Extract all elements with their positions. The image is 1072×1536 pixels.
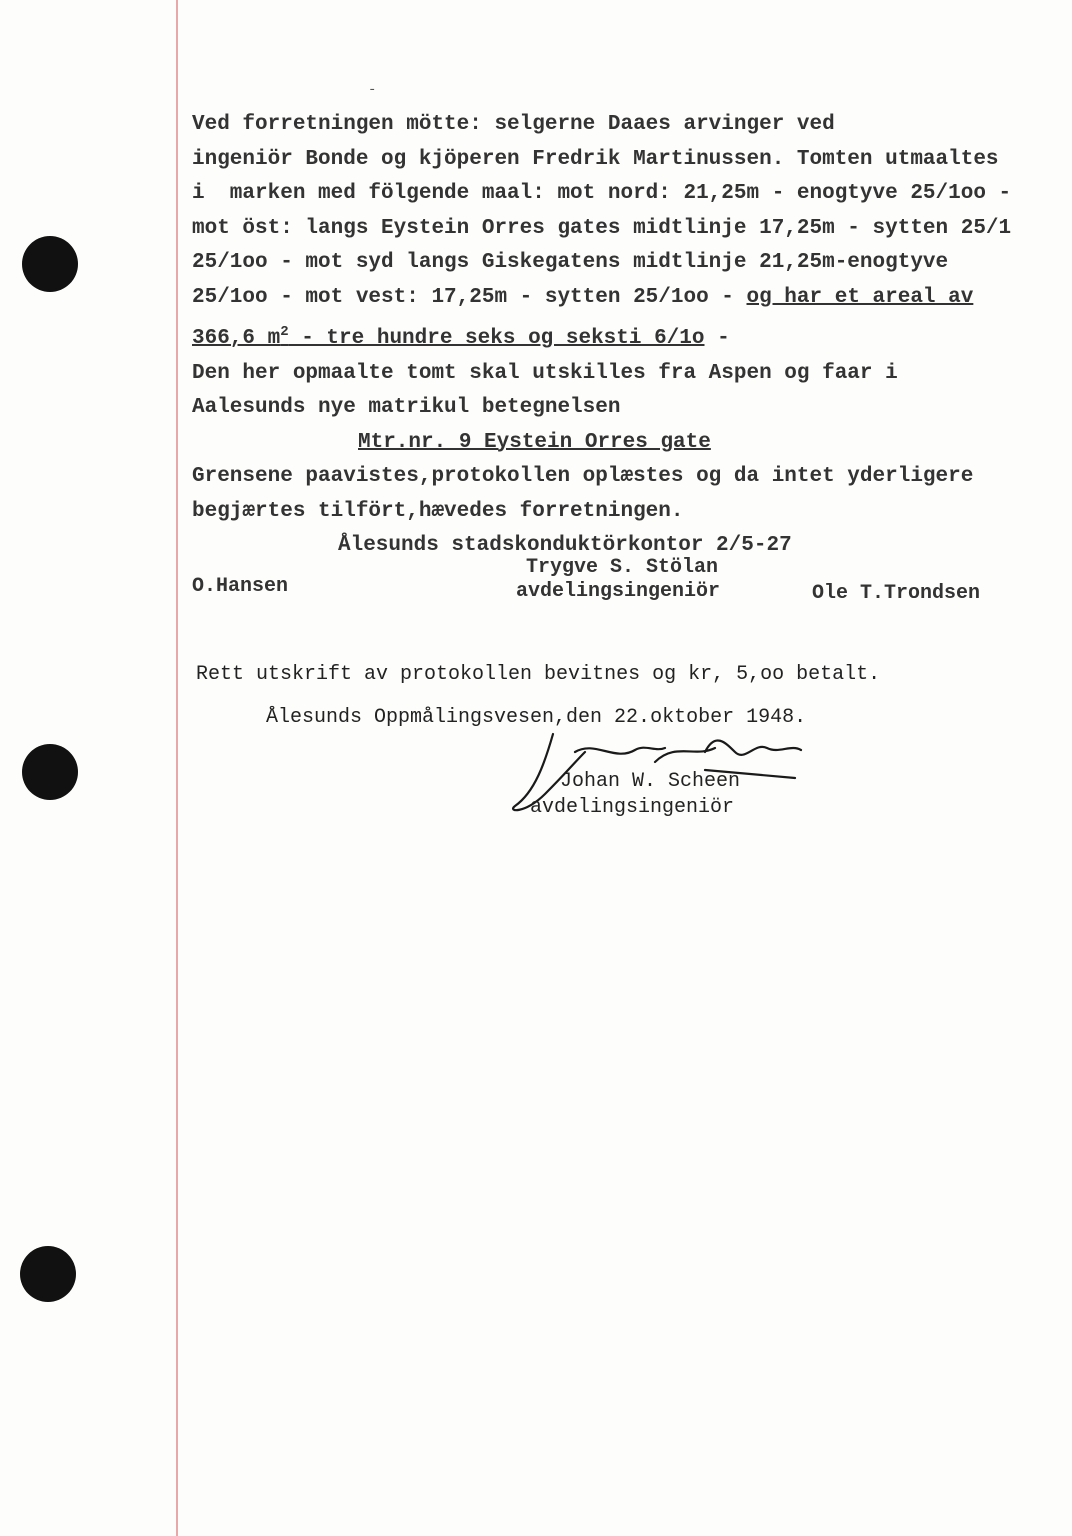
punch-hole-bottom — [20, 1246, 76, 1302]
heading: Mtr.nr. 9 Eystein Orres gate — [358, 430, 711, 454]
final-signer-title: avdelingsingeniör — [530, 796, 735, 819]
margin-line — [176, 0, 178, 1536]
text-line-8: Den her opmaalte tomt skal utskilles fra Aspen og faar i — [192, 361, 898, 385]
certification-place-date: Ålesunds Oppmålingsvesen,den 22.oktober 1948. — [266, 706, 807, 729]
text-line-6: 25/1oo - mot vest: 17,25m - sytten 25/1oo - og har et areal av — [192, 285, 974, 309]
signer-middle-title: avdelingsingeniör — [516, 580, 721, 603]
punch-hole-middle — [22, 744, 78, 800]
text-line-3: i marken med fölgende maal: mot nord: 21,25m - enogtyve 25/1oo - — [192, 182, 1012, 205]
text-line-7: 366,6 $m^2$ - tre hundre seks og seksti 6/1o - — [192, 324, 730, 350]
final-signer-name: Johan W. Scheen — [560, 770, 741, 793]
place-date: Ålesunds stadskonduktörkontor 2/5-27 — [338, 534, 792, 557]
signer-right: Ole T.Trondsen — [812, 582, 981, 605]
area-underlined: og har et areal av — [746, 285, 974, 309]
text-line-12: begjærtes tilfört,hævedes forretningen. — [192, 499, 684, 523]
certification-line: Rett utskrift av protokollen bevitnes og kr, 5,oo betalt. — [196, 663, 881, 686]
area-value: 366,6 $m^2$ - tre hundre seks og seksti 6/1o — [192, 324, 705, 350]
text-line-2: ingeniör Bonde og kjöperen Fredrik Martinussen. Tomten utmaaltes — [192, 147, 999, 171]
signer-middle-name: Trygve S. Stölan — [526, 556, 719, 579]
punch-hole-top — [22, 236, 78, 292]
text-line-4: mot öst: langs Eystein Orres gates midtlinje 17,25m - sytten 25/1 — [192, 216, 1012, 240]
text-line-5: 25/1oo - mot syd langs Giskegatens midtlinje 21,25m-enogtyve — [192, 251, 949, 274]
text-line-9: Aalesunds nye matrikul betegnelsen — [192, 396, 621, 419]
corner-mark: - — [368, 82, 377, 98]
signer-left: O.Hansen — [192, 575, 289, 598]
protocol-text — [192, 108, 1042, 564]
text-line-11: Grensene paavistes,protokollen oplæstes og da intet yderligere — [192, 465, 974, 488]
text-line-1: Ved forretningen mötte: selgerne Daaes arvinger ved — [192, 113, 835, 136]
